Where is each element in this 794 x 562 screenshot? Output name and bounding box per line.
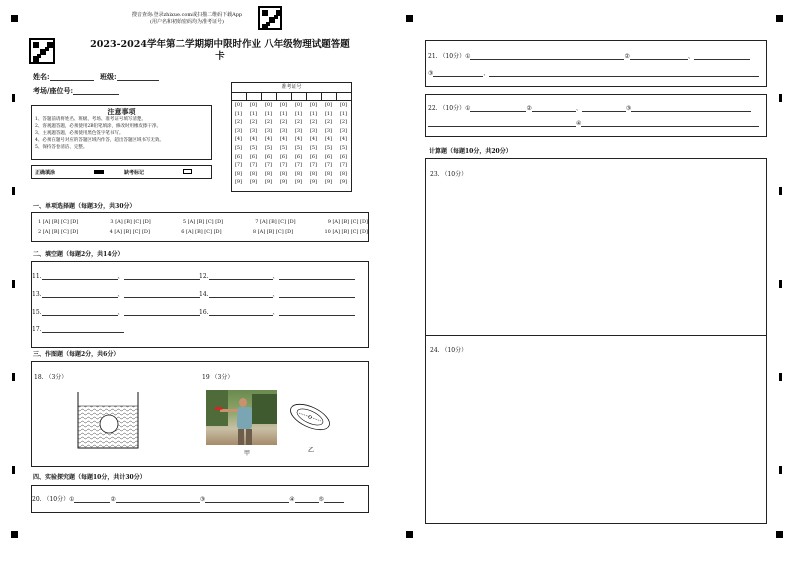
timing-mark — [12, 280, 15, 288]
admission-digit-bubble[interactable]: [0] — [234, 102, 243, 108]
q20-blank-4[interactable] — [295, 496, 319, 503]
q24-area[interactable] — [425, 335, 767, 524]
admission-digit-bubble[interactable]: [3] — [279, 127, 288, 134]
admission-digit-bubble[interactable]: [5] — [324, 144, 333, 151]
fill-blank-area — [31, 261, 369, 348]
admission-digit-column — [322, 101, 335, 187]
choice-item[interactable]: 3 [A] [B] [C] [D] — [110, 219, 151, 225]
q20-label: 20. （10分） — [32, 496, 70, 503]
admission-digit-bubble[interactable]: [6] — [309, 153, 318, 160]
timing-mark — [779, 280, 782, 288]
separator: 、 — [117, 273, 124, 280]
admission-digit-bubble[interactable]: [1] — [264, 110, 273, 117]
q14-blank[interactable] — [209, 291, 273, 298]
timing-mark — [12, 94, 15, 102]
q22-blank-4[interactable] — [581, 120, 759, 127]
qr-code-icon — [258, 6, 282, 30]
timing-mark — [12, 187, 15, 195]
admission-digit-column — [292, 101, 305, 187]
admission-digit-bubble[interactable]: [4] — [264, 136, 273, 143]
choice-area — [31, 212, 369, 242]
q22-area — [425, 94, 767, 137]
q24-label: 24. （10分） — [430, 347, 468, 354]
admission-digit-bubble[interactable]: [7] — [309, 162, 318, 169]
admission-digit-bubble[interactable]: [2] — [324, 119, 333, 126]
q12-label: 12. — [199, 273, 209, 280]
admission-digit-bubble[interactable]: [3] — [249, 127, 258, 134]
q16-blank[interactable] — [279, 309, 355, 316]
admission-digit-bubble[interactable]: [5] — [309, 144, 318, 151]
admission-digit-bubble[interactable]: [7] — [249, 162, 258, 169]
q20-blank-1[interactable] — [74, 496, 110, 503]
registration-mark — [776, 15, 783, 22]
q13-blank[interactable] — [124, 291, 200, 298]
notice-item: 3、主观题答题，必须使用黑色签字笔书写。 — [35, 131, 124, 136]
q12-blank[interactable] — [279, 273, 355, 280]
admission-digit-bubble[interactable]: [3] — [339, 127, 348, 134]
admission-digit-bubble[interactable]: [6] — [324, 153, 333, 160]
q22-blank-3b[interactable] — [428, 120, 576, 127]
circled-2: ② — [110, 496, 116, 503]
admission-digit-bubble[interactable]: [1] — [309, 110, 318, 117]
separator: 、 — [272, 273, 279, 280]
notice-item: 5、保持答卷清洁、完整。 — [35, 145, 88, 150]
notice-item: 1、答题前请将姓名、班级、考场、准考证号填写清楚。 — [35, 117, 146, 122]
q21-blank-3[interactable] — [433, 70, 483, 77]
q17-blank[interactable] — [42, 326, 124, 333]
qr-code-icon — [29, 38, 55, 64]
timing-mark — [779, 466, 782, 474]
admission-digit-bubble[interactable]: [1] — [249, 110, 258, 117]
admission-digit-bubble[interactable]: [0] — [279, 102, 288, 108]
q11-blank[interactable] — [124, 273, 200, 280]
choice-item[interactable]: 9 [A] [B] [C] [D] — [327, 219, 368, 225]
circled-1: ① — [465, 53, 471, 60]
admission-digit-bubble[interactable]: [3] — [324, 127, 333, 134]
admission-digit-bubble[interactable]: [9] — [279, 179, 288, 186]
admission-digit-bubble[interactable]: [7] — [294, 162, 303, 169]
admission-digit-bubble[interactable]: [1] — [294, 110, 303, 117]
choice-item[interactable]: 1 [A] [B] [C] [D] — [38, 219, 79, 225]
admission-digit-bubble[interactable]: [0] — [339, 102, 348, 108]
registration-mark — [11, 15, 18, 22]
q17-label: 17. — [32, 326, 42, 333]
section3-title: 三、作图题（每题2分，共6分） — [33, 351, 120, 358]
separator: 、 — [272, 291, 279, 298]
q20-blank-5[interactable] — [324, 496, 344, 503]
page-title: 2023-2024学年第二学期期中限时作业 八年级物理试题答题 — [90, 39, 350, 50]
circled-4: ④ — [576, 120, 582, 127]
admission-digit-bubble[interactable]: [3] — [309, 127, 318, 134]
q19-label: 19 （3分） — [202, 374, 234, 381]
admission-digit-bubble[interactable]: [7] — [279, 162, 288, 169]
admission-digit-bubble[interactable]: [8] — [264, 170, 273, 177]
admission-digit-bubble[interactable]: [3] — [234, 127, 243, 134]
circled-3: ③ — [428, 70, 434, 77]
q20-blank-2[interactable] — [116, 496, 200, 503]
experiment-area — [31, 485, 369, 513]
q22-blank-3[interactable] — [631, 105, 751, 112]
separator: 、 — [117, 309, 124, 316]
circled-2: ② — [526, 105, 532, 112]
admission-digit-bubble[interactable]: [1] — [339, 110, 348, 117]
page-title-wrap: 卡 — [215, 51, 225, 62]
separator: 、 — [687, 53, 694, 60]
q15-label: 15. — [32, 309, 42, 316]
q14-blank[interactable] — [279, 291, 355, 298]
admission-digit-bubble[interactable]: [8] — [339, 170, 348, 177]
admission-digit-bubble[interactable]: [7] — [264, 162, 273, 169]
q12-blank[interactable] — [209, 273, 273, 280]
q13-blank[interactable] — [42, 291, 118, 298]
admission-digit-bubble[interactable]: [4] — [339, 136, 348, 143]
q23-area[interactable] — [425, 158, 767, 336]
admission-digit-bubble[interactable]: [2] — [294, 119, 303, 126]
admission-digit-bubble[interactable]: [2] — [279, 119, 288, 126]
choice-item[interactable]: 8 [A] [B] [C] [D] — [252, 229, 294, 235]
choice-item[interactable]: 4 [A] [B] [C] [D] — [109, 229, 150, 235]
timing-mark — [779, 187, 782, 195]
section1-title: 一、单项选择题（每题3分，共30分） — [33, 203, 136, 210]
admission-digit-bubble[interactable]: [9] — [264, 179, 273, 186]
frisbee-diagram — [287, 400, 333, 434]
class-label: 班级: — [100, 72, 117, 81]
q21-label: 21. （10分） — [428, 53, 466, 60]
admission-digit-bubble[interactable]: [1] — [279, 110, 288, 117]
ad-line-1: 搜音查询:登录zhixue.com或扫描二维码下载App — [131, 12, 243, 18]
admission-digit-bubble[interactable]: [8] — [324, 170, 333, 177]
q21-blank-3b[interactable] — [489, 70, 759, 77]
admission-digit-bubble[interactable]: [6] — [249, 153, 258, 160]
section5-title: 计算题（每题10分，共20分） — [429, 148, 512, 155]
missing-mark-label: 缺考标记 — [124, 170, 145, 176]
q15-blank[interactable] — [124, 309, 200, 316]
choice-item[interactable]: 7 [A] [B] [C] [D] — [255, 219, 296, 225]
q18-label: 18. （3分） — [34, 374, 68, 381]
admission-digit-bubble[interactable]: [3] — [264, 127, 273, 134]
q11-label: 11. — [32, 273, 42, 280]
circled-3: ③ — [199, 496, 206, 503]
timing-mark — [779, 94, 782, 102]
admission-label: 准考证号 — [232, 83, 351, 93]
circled-4: ④ — [289, 496, 295, 503]
circled-1: ① — [465, 105, 471, 112]
q22-blank-1[interactable] — [470, 105, 526, 112]
figure-a-label: 甲 — [244, 450, 251, 457]
q21-area — [425, 40, 767, 87]
circled-5: ⑤ — [318, 496, 325, 503]
admission-digit-bubble[interactable]: [6] — [339, 153, 348, 160]
admission-digit-bubble[interactable]: [1] — [234, 110, 243, 117]
admission-digit-bubble[interactable]: [6] — [279, 153, 288, 160]
admission-digit-bubble[interactable]: [7] — [234, 162, 243, 169]
admission-digit-bubble[interactable]: [5] — [234, 144, 243, 151]
missing-mark-box[interactable] — [183, 169, 192, 174]
registration-mark — [11, 531, 18, 538]
correct-fill-mark — [94, 170, 104, 174]
notice-box — [31, 105, 212, 160]
q16-blank[interactable] — [209, 309, 273, 316]
registration-mark — [406, 531, 413, 538]
admission-digit-bubble[interactable]: [8] — [309, 170, 318, 177]
figure-b-label: 乙 — [308, 447, 315, 454]
admission-digit-bubble[interactable]: [0] — [294, 102, 303, 108]
q13-label: 13. — [32, 291, 42, 298]
admission-digit-column — [262, 101, 275, 187]
admission-digit-bubble[interactable]: [2] — [339, 119, 348, 126]
admission-digit-bubble[interactable]: [4] — [279, 136, 288, 143]
section2-title: 二、填空题（每题2分，共14分） — [33, 251, 124, 258]
q14-label: 14. — [199, 291, 209, 298]
admission-digit-bubble[interactable]: [4] — [249, 136, 258, 143]
registration-mark — [776, 531, 783, 538]
choice-item[interactable]: 2 [A] [B] [C] [D] — [38, 229, 79, 235]
circled-1: ① — [69, 496, 75, 503]
q22-blank-2b[interactable] — [582, 105, 626, 112]
choice-item[interactable]: 10 [A] [B] [C] [D] — [324, 229, 368, 235]
separator: 、 — [117, 291, 124, 298]
admission-digit-bubble[interactable]: [2] — [264, 119, 273, 126]
separator: 、 — [272, 309, 279, 316]
admission-digit-bubble[interactable]: [0] — [309, 102, 318, 108]
admission-digit-bubble[interactable]: [7] — [339, 162, 348, 169]
q22-label: 22. （10分） — [428, 105, 466, 112]
drawing-area[interactable] — [31, 361, 369, 467]
separator: 、 — [483, 70, 490, 77]
admission-digit-bubble[interactable]: [7] — [324, 162, 333, 169]
admission-digit-bubble[interactable]: [5] — [279, 144, 288, 151]
admission-digit-bubble[interactable]: [8] — [234, 170, 243, 177]
q15-blank[interactable] — [42, 309, 118, 316]
admission-digit-bubble[interactable]: [4] — [309, 136, 318, 143]
seat-field[interactable] — [33, 87, 119, 95]
admission-digit-bubble[interactable]: [5] — [294, 144, 303, 151]
q20-blank-3[interactable] — [205, 496, 289, 503]
circled-2: ② — [624, 53, 630, 60]
admission-digit-bubble[interactable]: [9] — [249, 179, 258, 186]
admission-digit-bubble[interactable]: [8] — [294, 170, 303, 177]
q21-blank-1[interactable] — [470, 53, 624, 60]
q21-blank-2[interactable] — [630, 53, 688, 60]
timing-mark — [779, 373, 782, 381]
timing-mark — [12, 466, 15, 474]
admission-digit-bubble[interactable]: [5] — [264, 144, 273, 151]
admission-digit-bubble[interactable]: [5] — [249, 144, 258, 151]
section4-title: 四、实验探究题（每题10分，共计30分） — [33, 474, 146, 481]
admission-digit-bubble[interactable]: [9] — [294, 179, 303, 186]
ad-line-2: (用户名和初始密码均为准考证号) — [150, 19, 224, 25]
name-field[interactable] — [33, 73, 94, 81]
timing-mark — [12, 373, 15, 381]
admission-digit-bubble[interactable]: [9] — [309, 179, 318, 186]
frisbee-photo — [206, 390, 277, 445]
notice-item: 2、客观题答题，必须使用2B铅笔填涂，修改时用橡皮擦干净。 — [35, 124, 162, 129]
admission-digit-bubble[interactable]: [1] — [324, 110, 333, 117]
admission-digit-bubble[interactable]: [2] — [309, 119, 318, 126]
q16-label: 16. — [199, 309, 209, 316]
fill-example-box — [31, 165, 212, 179]
admission-digit-bubble[interactable]: [3] — [294, 127, 303, 134]
q23-label: 23. （10分） — [430, 171, 468, 178]
name-label: 姓名: — [33, 72, 50, 81]
q22-blank-2[interactable] — [532, 105, 576, 112]
admission-digit-column — [337, 101, 350, 187]
admission-digit-bubble[interactable]: [9] — [324, 179, 333, 186]
admission-digit-column — [232, 101, 245, 187]
admission-digit-bubble[interactable]: [9] — [339, 179, 348, 186]
admission-digit-bubble[interactable]: [4] — [234, 136, 243, 143]
notice-item: 4、必须在题号对应的答题区域内作答，超出答题区域书写无效。 — [35, 138, 164, 143]
admission-digit-bubble[interactable]: [6] — [234, 153, 243, 160]
choice-item[interactable]: 6 [A] [B] [C] [D] — [181, 229, 222, 235]
notice-title: 注意事项 — [107, 107, 136, 116]
admission-digit-bubble[interactable]: [9] — [234, 179, 243, 186]
circled-3: ③ — [625, 105, 632, 112]
separator: 、 — [575, 105, 582, 112]
choice-item[interactable]: 5 [A] [B] [C] [D] — [182, 219, 224, 225]
admission-digit-column — [247, 101, 260, 187]
admission-digit-bubble[interactable]: [0] — [249, 102, 258, 108]
admission-digit-bubble[interactable]: [5] — [339, 144, 348, 151]
admission-digit-bubble[interactable]: [0] — [264, 102, 273, 108]
q11-blank[interactable] — [42, 273, 118, 280]
admission-digit-bubble[interactable]: [6] — [294, 153, 303, 160]
admission-digit-bubble[interactable]: [4] — [294, 136, 303, 143]
seat-label: 考场/座位号: — [33, 86, 74, 95]
admission-digit-column — [277, 101, 290, 187]
admission-digit-bubble[interactable]: [8] — [249, 170, 258, 177]
correct-fill-label: 正确填涂 — [35, 170, 56, 176]
registration-mark — [406, 15, 413, 22]
beaker-figure — [75, 392, 141, 450]
q21-blank-2b[interactable] — [694, 53, 750, 60]
admission-digit-bubble[interactable]: [4] — [324, 136, 333, 143]
admission-digit-bubble[interactable]: [6] — [264, 153, 273, 160]
admission-digit-bubble[interactable]: [0] — [324, 102, 333, 108]
admission-digit-bubble[interactable]: [8] — [279, 170, 288, 177]
class-field[interactable] — [100, 73, 159, 81]
admission-digit-column — [307, 101, 320, 187]
admission-digit-bubble[interactable]: [2] — [249, 119, 258, 126]
admission-digit-bubble[interactable]: [2] — [234, 119, 243, 126]
